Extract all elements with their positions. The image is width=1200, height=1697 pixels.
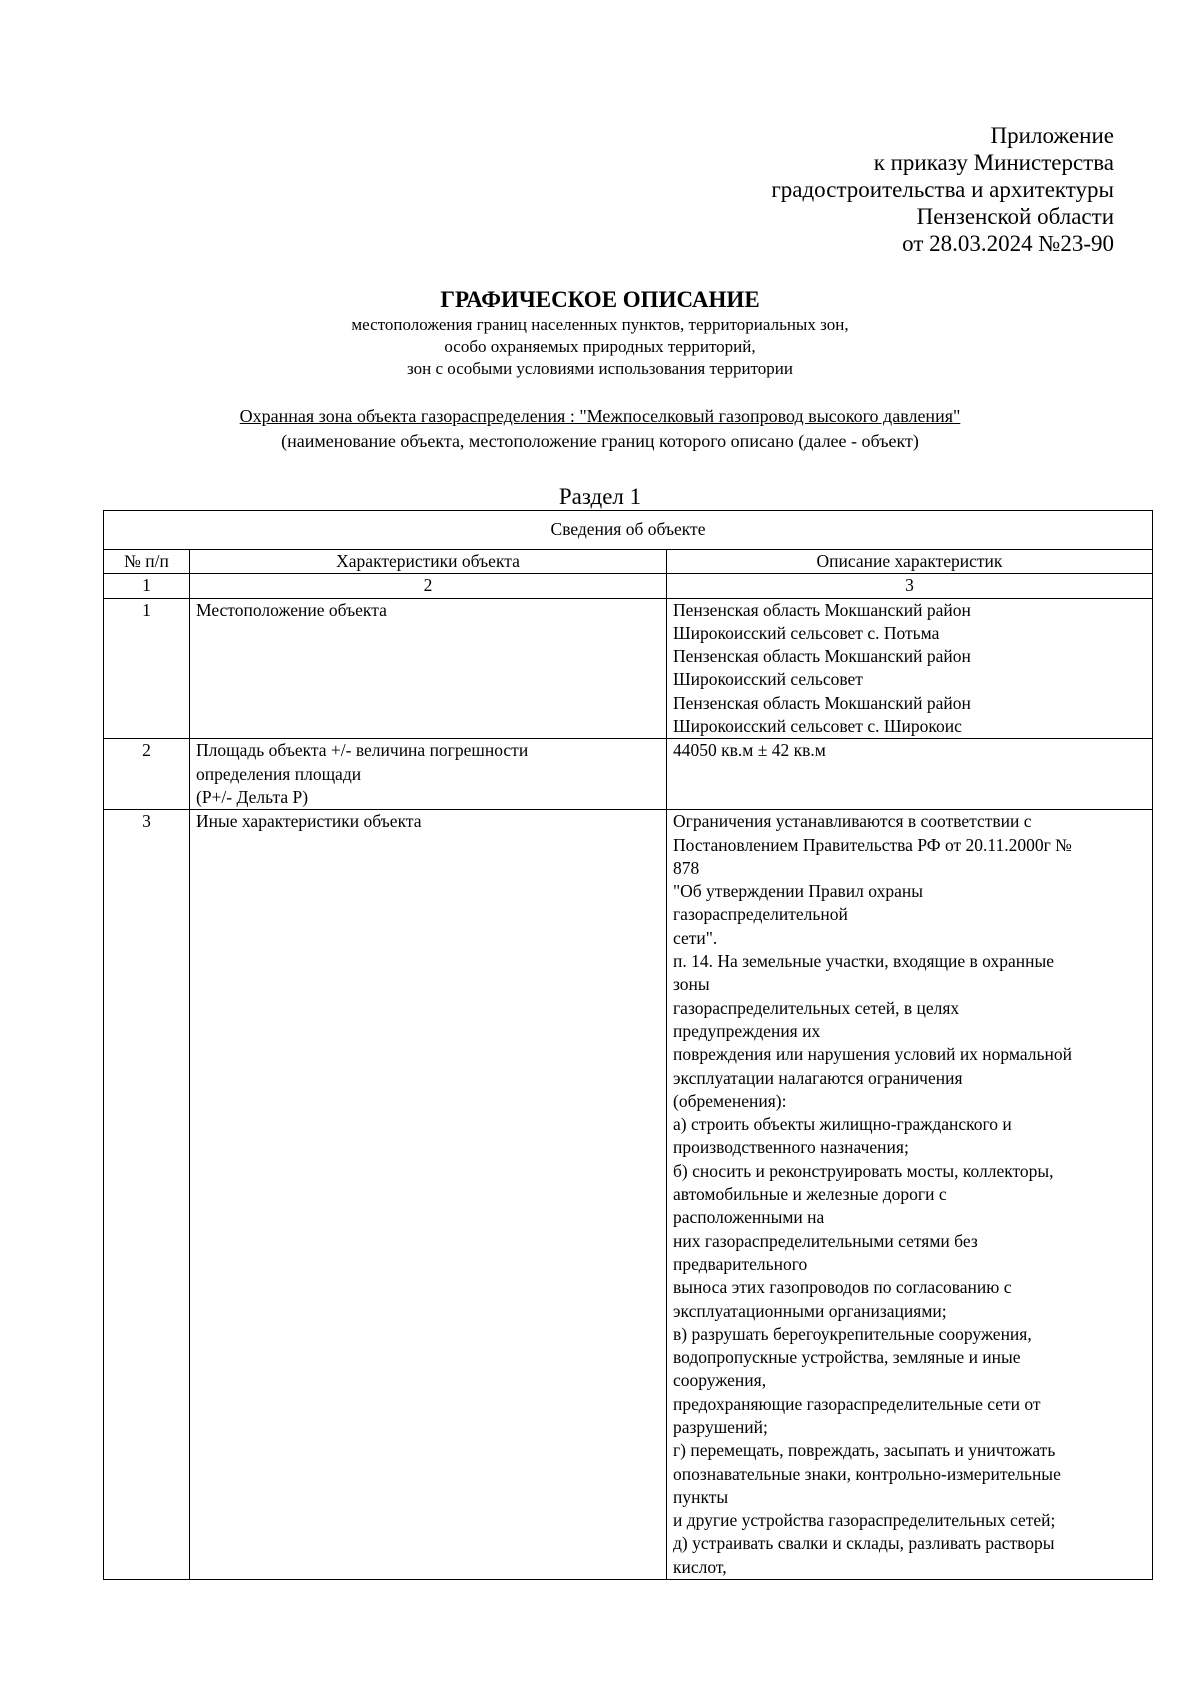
cell-line: производственного назначения; <box>673 1137 909 1158</box>
object-caption: (наименование объекта, местоположение границ которого описано (далее - объект) <box>281 431 919 451</box>
column-number-row <box>104 574 1153 598</box>
table-caption-row <box>104 511 1153 550</box>
cell-line: "Об утверждении Правил охраны <box>673 881 923 902</box>
cell-line: газораспределительной <box>673 904 848 925</box>
cell-line: и другие устройства газораспределительных сетей; <box>673 1510 1056 1531</box>
cell-line: предохраняющие газораспределительные сети от <box>673 1393 1041 1414</box>
cell-line: 44050 кв.м ± 42 кв.м <box>673 740 826 761</box>
cell-line: сооружения, <box>673 1370 767 1391</box>
appendix-line: Пензенской области <box>916 204 1114 229</box>
cell-line: Широкоисский сельсовет с. Широкоис <box>673 716 962 737</box>
table-caption: Сведения об объекте <box>104 511 1153 550</box>
row-number: 1 <box>104 598 190 739</box>
header-description: Описание характеристик <box>667 550 1153 574</box>
cell-line: кислот, <box>673 1556 727 1577</box>
cell-line: повреждения или нарушения условий их нормальной <box>673 1044 1072 1065</box>
object-info-table <box>103 510 1153 1580</box>
row-characteristic <box>190 810 667 1580</box>
cell-line: Пензенская область Мокшанский район <box>673 646 971 667</box>
header-characteristic: Характеристики объекта <box>190 550 667 574</box>
cell-line: предварительного <box>673 1253 808 1274</box>
section-title: Раздел 1 <box>558 484 642 509</box>
appendix-date-number: от 28.03.2024 №23-90 <box>902 231 1114 256</box>
row-number: 3 <box>104 810 190 1580</box>
cell-line: водопропускные устройства, земляные и иные <box>673 1347 1021 1368</box>
row-description <box>667 810 1153 1580</box>
cell-line: разрушений; <box>673 1416 768 1437</box>
object-name-text: Охранная зона объекта газораспределения : "Межпоселковый газопровод высокого давления" <box>239 406 961 426</box>
cell-line: в) разрушать берегоукрепительные сооружения, <box>673 1323 1032 1344</box>
subtitle-line: местоположения границ населенных пунктов, территориальных зон, <box>351 315 849 334</box>
row-characteristic <box>190 739 667 810</box>
appendix-line: к приказу Министерства <box>873 150 1114 175</box>
object-name <box>0 406 1200 427</box>
column-number: 1 <box>104 574 190 598</box>
table-header-row <box>104 550 1153 574</box>
table-row <box>104 739 1153 810</box>
cell-line: Местоположение объекта <box>196 599 387 620</box>
cell-line: б) сносить и реконструировать мосты, коллекторы, <box>673 1160 1054 1181</box>
row-description <box>667 739 1153 810</box>
table-row <box>104 598 1153 739</box>
cell-line: эксплуатационными организациями; <box>673 1300 947 1321</box>
row-description <box>667 598 1153 739</box>
cell-line: Постановлением Правительства РФ от 20.11.2000г № <box>673 834 1072 855</box>
cell-line: выноса этих газопроводов по согласованию с <box>673 1277 1012 1298</box>
cell-line: расположенными на <box>673 1207 825 1228</box>
column-number: 2 <box>190 574 667 598</box>
cell-line: Широкоисский сельсовет <box>673 669 863 690</box>
cell-line: опознавательные знаки, контрольно-измерительные <box>673 1463 1061 1484</box>
cell-line: сети". <box>673 927 718 948</box>
cell-line: Широкоисский сельсовет с. Потьма <box>673 622 940 643</box>
document-title: ГРАФИЧЕСКОЕ ОПИСАНИЕ <box>440 287 760 312</box>
cell-line: а) строить объекты жилищно-гражданского и <box>673 1114 1012 1135</box>
appendix-line: Приложение <box>990 123 1114 148</box>
cell-line: предупреждения их <box>673 1020 821 1041</box>
cell-line: (P+/- Дельта P) <box>196 786 309 807</box>
cell-line: зоны <box>673 974 710 995</box>
cell-line: них газораспределительными сетями без <box>673 1230 978 1251</box>
row-characteristic <box>190 598 667 739</box>
row-number: 2 <box>104 739 190 810</box>
cell-line: 878 <box>673 857 700 878</box>
subtitle-line: зон с особыми условиями использования территории <box>407 359 793 378</box>
header-number: № п/п <box>104 550 190 574</box>
subtitle-line: особо охраняемых природных территорий, <box>444 337 756 356</box>
cell-line: Ограничения устанавливаются в соответствии с <box>673 811 1032 832</box>
appendix-header <box>771 122 1114 257</box>
cell-line: Пензенская область Мокшанский район <box>673 692 971 713</box>
cell-line: Иные характеристики объекта <box>196 811 422 832</box>
cell-line: (обременения): <box>673 1090 787 1111</box>
cell-line: Площадь объекта +/- величина погрешности <box>196 740 529 761</box>
cell-line: определения площади <box>196 763 362 784</box>
cell-line: автомобильные и железные дороги с <box>673 1184 947 1205</box>
cell-line: г) перемещать, повреждать, засыпать и уничтожать <box>673 1440 1056 1461</box>
cell-line: п. 14. На земельные участки, входящие в охранные <box>673 951 1055 972</box>
appendix-line: градостроительства и архитектуры <box>771 177 1114 202</box>
cell-line: газораспределительных сетей, в целях <box>673 997 960 1018</box>
column-number: 3 <box>667 574 1153 598</box>
cell-line: Пензенская область Мокшанский район <box>673 599 971 620</box>
cell-line: пункты <box>673 1486 729 1507</box>
document-subtitle <box>0 314 1200 380</box>
cell-line: эксплуатации налагаются ограничения <box>673 1067 963 1088</box>
table-row <box>104 810 1153 1580</box>
cell-line: д) устраивать свалки и склады, разливать растворы <box>673 1533 1055 1554</box>
